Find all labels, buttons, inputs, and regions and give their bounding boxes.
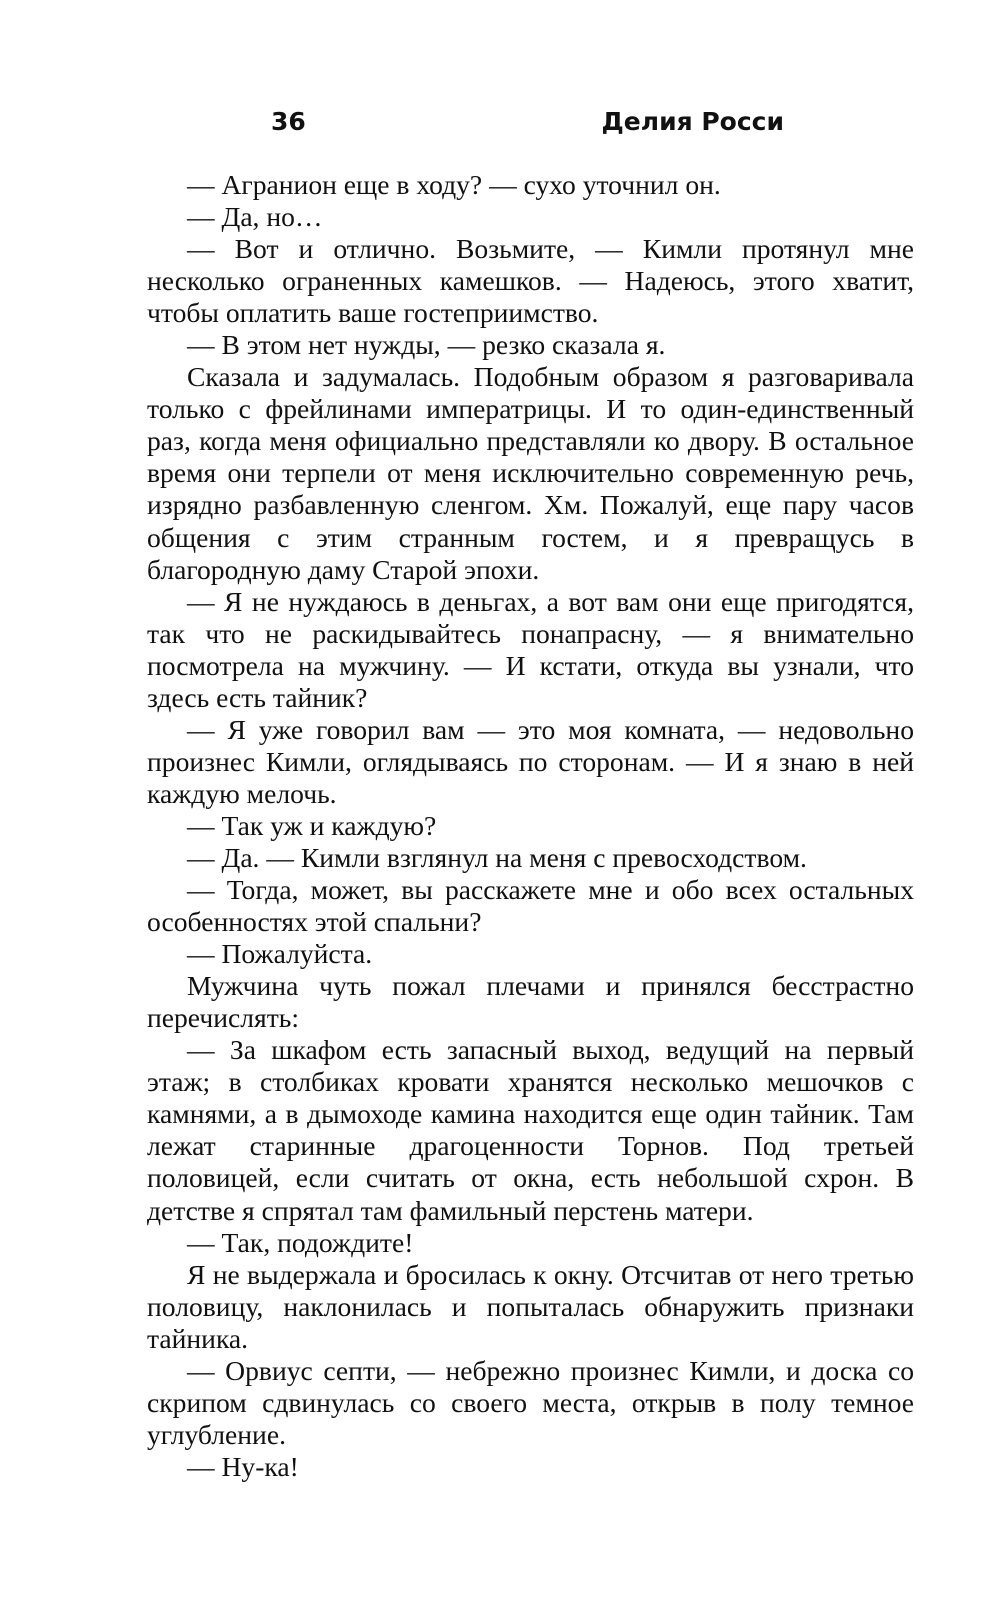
page-number: 36 <box>271 107 306 136</box>
paragraph: Сказала и задумалась. Подобным образом я разговаривала только с фрейлинами императрицы. И то один-единственный раз, когда меня официально представляли ко двору. В остальное время они терпели от меня исключительно современную речь, изрядно разбавленную сленгом. Хм. Пожалуй, еще пару часов общения с этим странным гостем, и я превращусь в благородную даму Старой эпохи. <box>147 361 914 585</box>
paragraph: — Так, подождите! <box>187 1226 414 1258</box>
paragraph: Мужчина чуть пожал плечами и принялся бесстрастно перечислять: <box>147 970 914 1034</box>
paragraph: — Пожалуйста. <box>187 938 373 970</box>
paragraph: — Я уже говорил вам — это моя комната, — недовольно произнес Кимли, оглядываясь по сторонам. — И я знаю в ней каждую мелочь. <box>147 713 914 809</box>
running-head <box>147 107 784 147</box>
paragraph: — Агранион еще в ходу? — сухо уточнил он. <box>187 169 721 200</box>
running-head-author: Делия Росси <box>601 107 784 136</box>
paragraph: — Я не нуждаюсь в деньгах, а вот вам они еще пригодятся, так что не раскидывайтесь понапрасну, — я внимательно посмотрела на мужчину. — И кстати, откуда вы узнали, что здесь есть тайник? <box>147 585 914 713</box>
paragraph: — Да, но… <box>187 201 323 233</box>
body-text <box>147 169 914 1483</box>
paragraph: — Вот и отлично. Возьмите, — Кимли протянул мне несколько ограненных камешков. — Надеюсь, этого хватит, чтобы оплатить ваше гостеприимство. <box>147 233 914 329</box>
paragraph: — Орвиус септи, — небрежно произнес Кимли, и доска со скрипом сдвинулась со своего места, открыв в полу темное углубление. <box>147 1354 914 1450</box>
paragraph: — В этом нет нужды, — резко сказала я. <box>187 329 666 361</box>
paragraph: — Да. — Кимли взглянул на меня с превосходством. <box>187 841 807 873</box>
paragraph: — Так уж и каждую? <box>187 809 437 841</box>
paragraph: Я не выдержала и бросилась к окну. Отсчитав от него третью половицу, наклонилась и попыталась обнаружить признаки тайника. <box>147 1258 914 1354</box>
paragraph: — За шкафом есть запасный выход, ведущий на первый этаж; в столбиках кровати хранятся несколько мешочков с камнями, а в дымоходе камина находится еще один тайник. Там лежат старинные драгоценности Торнов. Под третьей половицей, если считать от окна, есть небольшой схрон. В детстве я спрятал там фамильный перстень матери. <box>147 1034 914 1226</box>
paragraph: — Ну-ка! <box>187 1450 299 1482</box>
paragraph: — Тогда, может, вы расскажете мне и обо всех остальных особенностях этой спальни? <box>147 874 914 938</box>
